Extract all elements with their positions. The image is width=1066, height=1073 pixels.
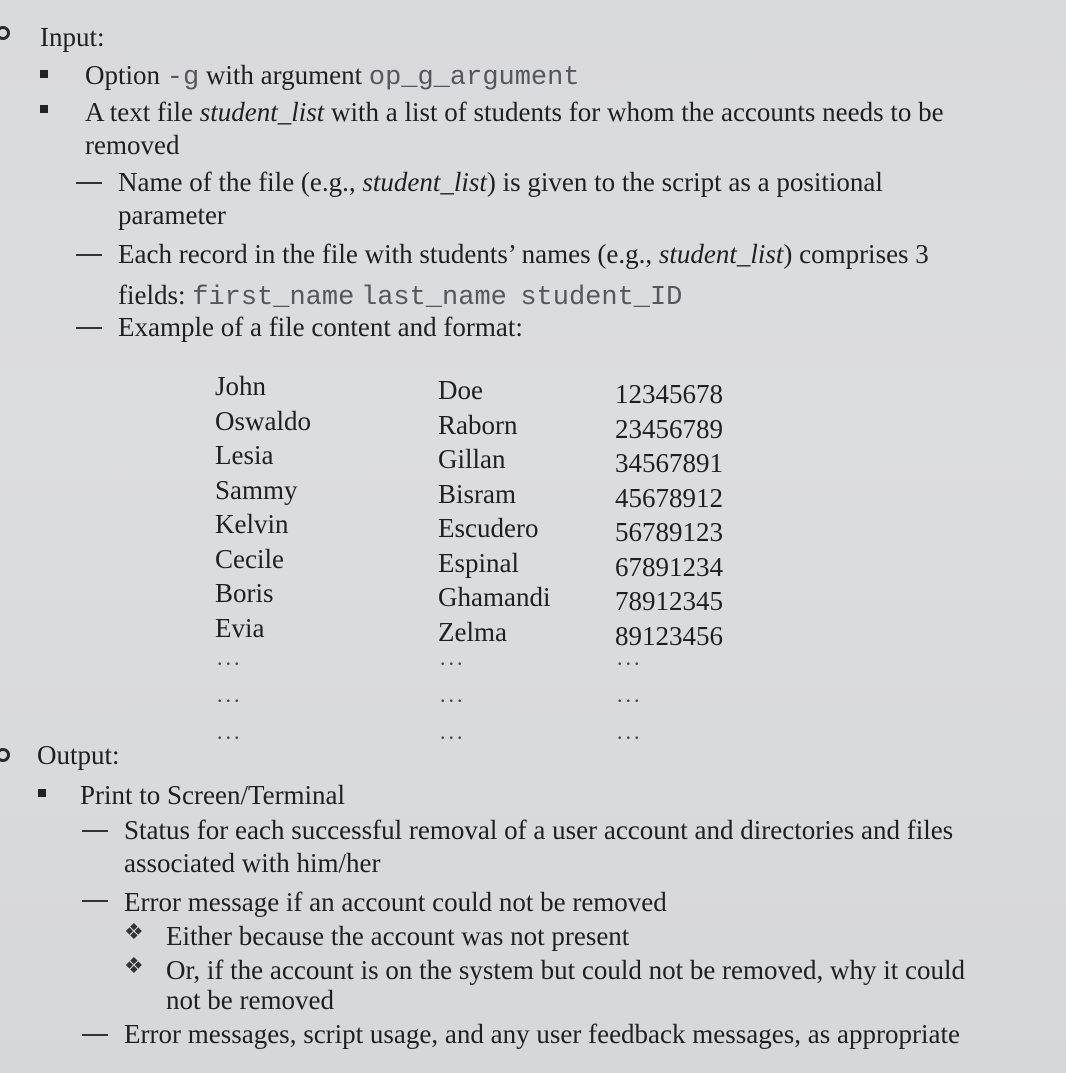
student-id-cell: 23456789 [615, 413, 723, 444]
dash-bullet-icon [76, 327, 102, 329]
ellipsis-row: ... [440, 682, 466, 707]
student-id-cell: 67891234 [615, 551, 723, 582]
square-bullet-icon [38, 789, 46, 797]
dash-bullet-icon [76, 182, 102, 184]
record-line-1: Each record in the file with students’ names (e.g., student_list) comprises 3 [118, 239, 929, 269]
dash-bullet-icon [82, 1034, 108, 1036]
name-line-2: parameter [118, 200, 226, 230]
input-heading: Input: [40, 22, 105, 52]
last-name-cell: Gillan [438, 444, 506, 474]
outline-bullet-icon [0, 748, 10, 762]
status-line-1: Status for each successful removal of a user account and directories and files [124, 815, 954, 845]
first-name-cell: Cecile [215, 543, 284, 574]
ellipsis-row: ... [217, 645, 243, 670]
error-line: Error message if an account could not be removed [124, 887, 667, 917]
diamond-bullet-icon: ❖ [124, 954, 144, 979]
file-line-2: removed [85, 130, 180, 160]
ellipsis-row: ... [217, 719, 243, 744]
first-name-cell: Sammy [215, 474, 298, 505]
outline-bullet-icon [0, 26, 10, 40]
first-name-cell: John [215, 371, 267, 401]
or-line-2: not be removed [166, 985, 334, 1015]
last-name-cell: Raborn [438, 409, 518, 440]
ellipsis-row: ... [617, 682, 643, 707]
last-name-cell: Doe [438, 375, 483, 405]
square-bullet-icon [40, 70, 48, 78]
print-line: Print to Screen/Terminal [80, 780, 346, 810]
last-name-cell: Escudero [438, 513, 539, 543]
first-name-cell: Oswaldo [215, 405, 311, 436]
option-line: Option -g with argument op_g_argument [85, 60, 580, 93]
diamond-bullet-icon: ❖ [124, 920, 144, 945]
file-line-1: A text file student_list with a list of students for whom the accounts needs to be [85, 97, 944, 127]
ellipsis-row: ... [617, 645, 643, 670]
ellipsis-row: ... [440, 645, 466, 670]
first-name-cell: Boris [215, 578, 274, 608]
student-id-cell: 56789123 [615, 517, 723, 547]
either-line: Either because the account was not present [166, 921, 630, 951]
student-id-cell: 78912345 [615, 586, 723, 616]
ellipsis-row: ... [217, 682, 243, 707]
name-line-1: Name of the file (e.g., student_list) is given to the script as a positional [118, 167, 883, 197]
example-line: Example of a file content and format: [118, 312, 523, 342]
student-id-cell: 45678912 [615, 482, 723, 513]
status-line-2: associated with him/her [124, 848, 381, 878]
ellipsis-row: ... [440, 719, 466, 744]
dash-bullet-icon [82, 830, 108, 832]
square-bullet-icon [40, 105, 48, 113]
last-name-cell: Espinal [438, 547, 519, 578]
dash-bullet-icon [82, 900, 108, 902]
last-name-cell: Ghamandi [438, 582, 551, 612]
dash-bullet-icon [76, 254, 102, 256]
first-name-cell: Evia [215, 612, 265, 643]
misc-line: Error messages, script usage, and any user feedback messages, as appropriate [124, 1019, 960, 1049]
ellipsis-row: ... [617, 719, 643, 744]
or-line-1: Or, if the account is on the system but could not be removed, why it could [166, 955, 966, 985]
first-name-cell: Kelvin [215, 509, 289, 539]
first-name-cell: Lesia [215, 440, 274, 470]
record-line-2: fields: first_name last_name student_ID [118, 280, 683, 313]
output-heading: Output: [37, 740, 120, 770]
student-id-cell: 12345678 [615, 379, 723, 409]
last-name-cell: Zelma [438, 616, 507, 647]
student-id-cell: 89123456 [615, 620, 723, 651]
student-id-cell: 34567891 [615, 448, 723, 478]
last-name-cell: Bisram [438, 478, 516, 509]
